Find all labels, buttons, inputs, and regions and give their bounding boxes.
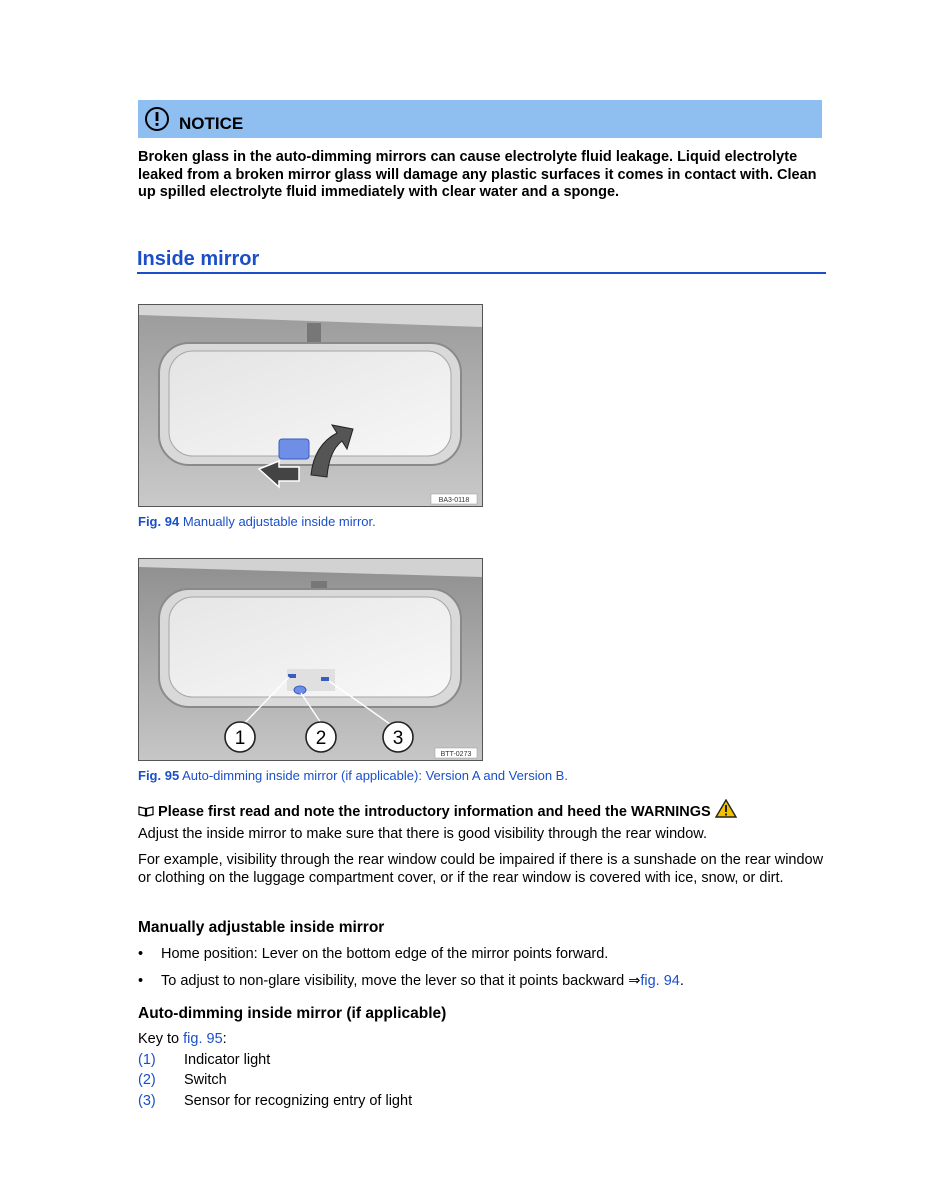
book-icon <box>138 805 154 817</box>
notice-title: NOTICE <box>179 114 244 133</box>
figure-94-caption-text: Manually adjustable inside mirror. <box>182 514 376 529</box>
bullet-non-glare-text: To adjust to non-glare visibility, move the lever so that it points backward <box>161 973 625 989</box>
callout-1: 1 <box>234 728 246 749</box>
heading-manual-mirror: Manually adjustable inside mirror <box>138 919 385 936</box>
warnings-reference-text: Please first read and note the introductory information and heed the WARNINGS <box>158 804 711 820</box>
bullet-home-position: Home position: Lever on the bottom edge of the mirror points forward. <box>161 946 609 962</box>
figure-95-code: BTT-0273 <box>440 751 472 758</box>
key-intro-text: Key to <box>138 1031 184 1047</box>
section-title: Inside mirror <box>137 248 260 270</box>
bullet-end: . <box>679 973 684 989</box>
figure-95-caption-text: Auto-dimming inside mirror (if applicable): Version A and Version B. <box>182 768 568 783</box>
fig-95-link[interactable]: fig. 95 <box>183 1031 223 1047</box>
section-divider <box>137 272 826 274</box>
figure-95-caption <box>138 768 568 783</box>
callout-3: 3 <box>392 728 404 749</box>
notice-text: Broken glass in the auto-dimming mirrors can cause electrolyte fluid leakage. Liquid electrolyte leaked from a broken mirror glass will damage any plastic surfaces it comes in contact with. Clean up spilled electrolyte fluid immediately with clear water and a sponge. <box>138 149 817 200</box>
warnings-reference <box>138 799 737 820</box>
key-label: Indicator light <box>184 1052 271 1068</box>
figure-94-image <box>138 304 483 507</box>
figure-94-code: BA3-0118 <box>438 497 470 504</box>
figure-95-image <box>138 558 483 761</box>
key-number: (2) <box>138 1072 156 1088</box>
heading-auto-dimming-mirror: Auto-dimming inside mirror (if applicable) <box>138 1005 447 1022</box>
figure-95-number: Fig. 95 <box>138 768 180 783</box>
arrow-ref-icon: ⇒ <box>628 973 641 989</box>
figure-94-number: Fig. 94 <box>138 514 180 529</box>
bullet-dot: • <box>138 946 144 962</box>
warning-triangle-icon <box>715 799 737 818</box>
bullet-non-glare <box>161 973 684 989</box>
exclamation-circle-icon <box>144 106 170 132</box>
fig-94-link[interactable]: fig. 94 <box>640 973 680 989</box>
figure-94-caption <box>138 514 376 529</box>
key-number: (3) <box>138 1093 156 1109</box>
paragraph-visibility: For example, visibility through the rear window could be impaired if there is a sunshade on the rear window or clothing on the luggage compartment cover, or if the rear window is covered with ice, snow, or dirt. <box>138 852 824 886</box>
key-intro-colon: : <box>222 1031 227 1047</box>
bullet-dot: • <box>138 973 144 989</box>
key-number: (1) <box>138 1052 156 1068</box>
key-intro <box>138 1031 227 1047</box>
key-label: Switch <box>184 1072 227 1088</box>
paragraph-adjust: Adjust the inside mirror to make sure that there is good visibility through the rear window. <box>138 826 707 842</box>
callout-2: 2 <box>315 728 327 749</box>
key-label: Sensor for recognizing entry of light <box>184 1093 413 1109</box>
